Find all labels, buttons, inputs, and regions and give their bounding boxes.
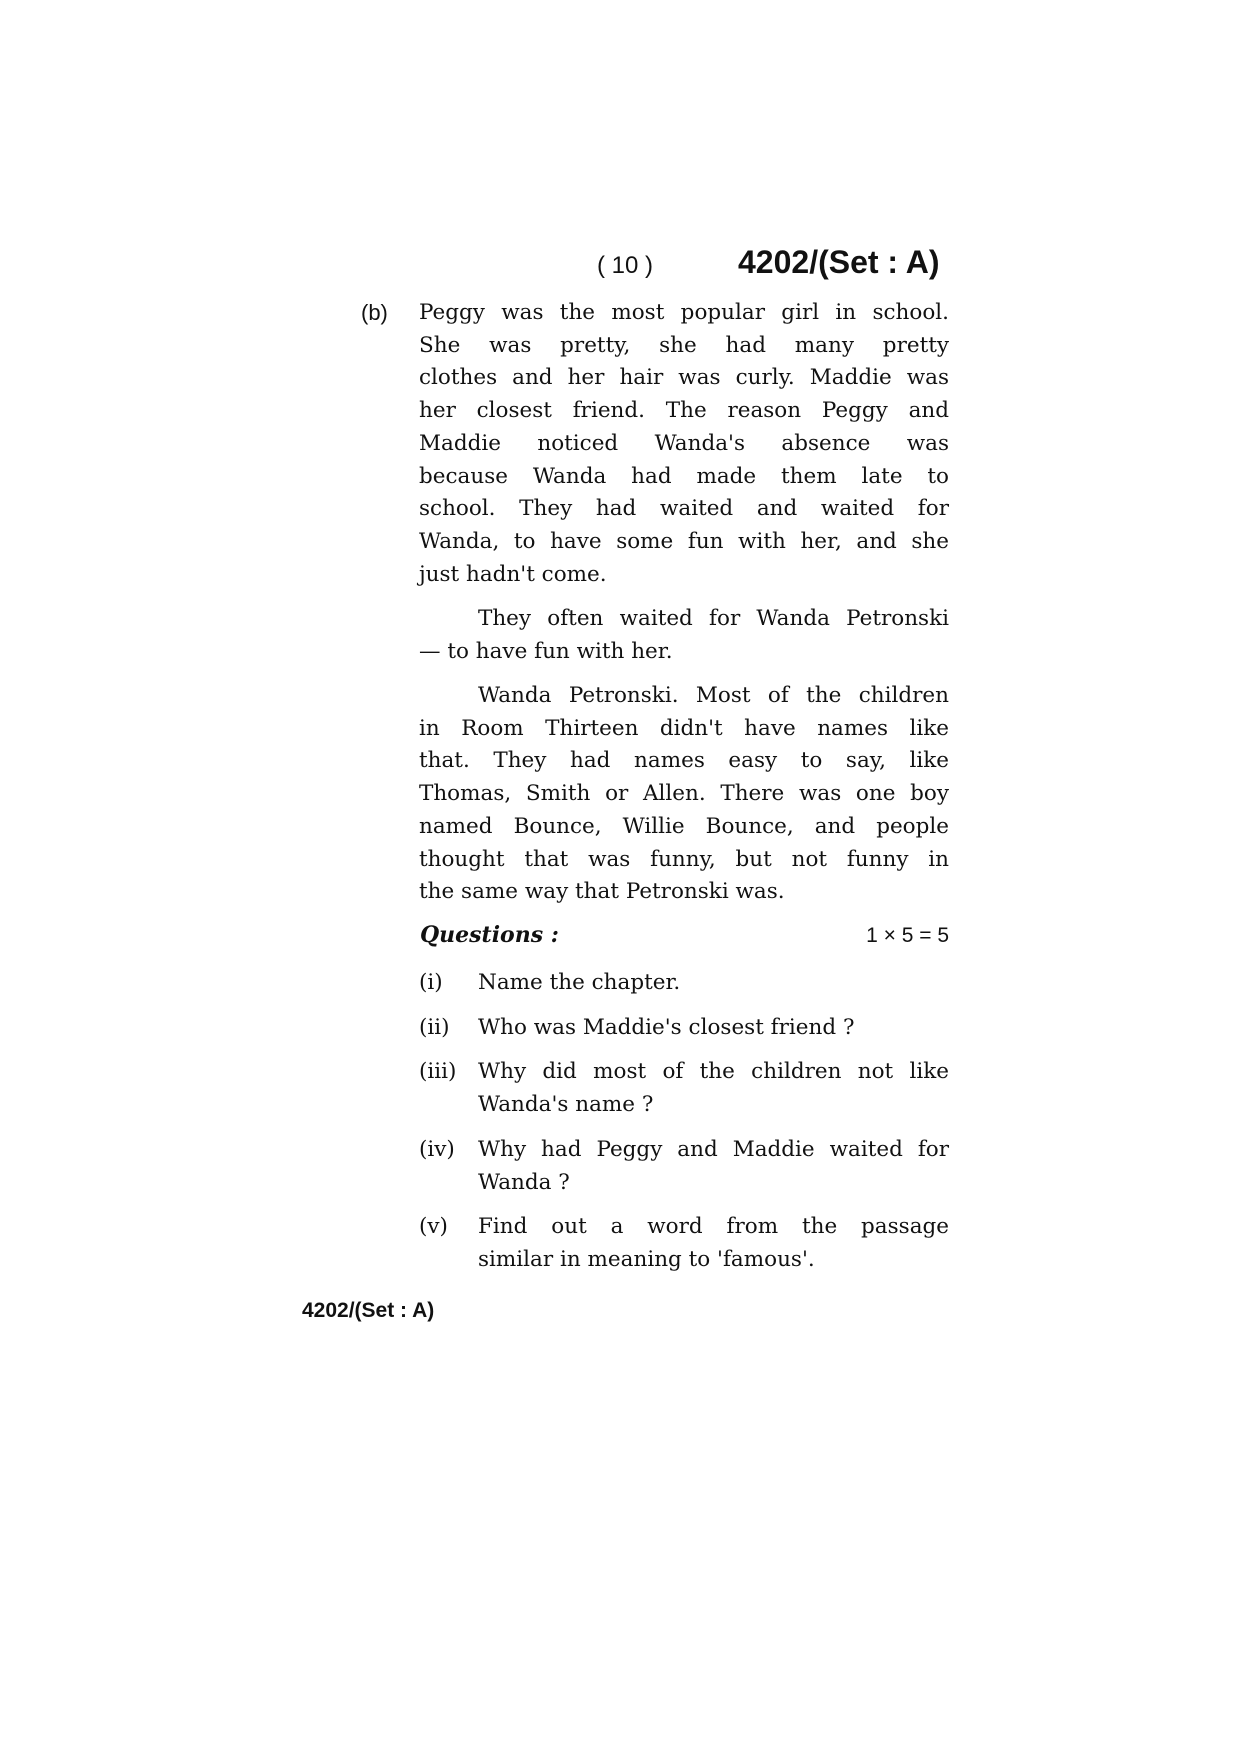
- passage-paragraph-2: [419, 603, 949, 668]
- passage-paragraph-1: [419, 297, 949, 591]
- question-number: (i): [419, 970, 443, 995]
- page-number: ( 10 ): [597, 252, 654, 279]
- question-text: [478, 967, 949, 1000]
- text-line: Peggy was the most popular girl in school.: [419, 300, 949, 325]
- text-line: Wanda's name ?: [478, 1091, 654, 1117]
- section-label: (b): [361, 300, 388, 325]
- question-text: [478, 1012, 949, 1045]
- paper-code-header: 4202/(Set : A): [738, 244, 940, 280]
- text-line: Who was Maddie's closest friend ?: [478, 1015, 855, 1040]
- question-text: [478, 1211, 949, 1276]
- text-line: Name the chapter.: [478, 970, 681, 995]
- text-line: She was pretty, she had many pretty: [419, 332, 949, 358]
- question-number: (v): [419, 1214, 448, 1239]
- text-line: in Room Thirteen didn't have names like: [419, 715, 949, 741]
- text-line: Wanda Petronski. Most of the children: [478, 683, 949, 708]
- question-number: (ii): [419, 1015, 450, 1040]
- text-line: Why had Peggy and Maddie waited for: [478, 1137, 949, 1162]
- text-line: thought that was funny, but not funny in: [419, 846, 949, 872]
- text-line: — to have fun with her.: [419, 638, 673, 664]
- text-line: named Bounce, Willie Bounce, and people: [419, 813, 949, 839]
- questions-heading: Questions :: [420, 922, 559, 948]
- text-line: Maddie noticed Wanda's absence was: [419, 430, 949, 456]
- text-line: that. They had names easy to say, like: [419, 748, 949, 774]
- text-line: Thomas, Smith or Allen. There was one boy: [419, 781, 949, 807]
- text-line: the same way that Petronski was.: [419, 879, 785, 905]
- text-line: Wanda, to have some fun with her, and she: [419, 528, 949, 554]
- marks-allocation: 1 × 5 = 5: [866, 924, 949, 947]
- text-line: clothes and her hair was curly. Maddie was: [419, 365, 949, 391]
- text-line: They often waited for Wanda Petronski: [478, 606, 949, 631]
- text-line: Find out a word from the passage: [478, 1214, 949, 1239]
- paper-code-footer: 4202/(Set : A): [302, 1299, 435, 1322]
- text-line: just hadn't come.: [419, 561, 607, 587]
- text-line: her closest friend. The reason Peggy and: [419, 398, 949, 424]
- text-line: school. They had waited and waited for: [419, 496, 949, 522]
- question-text: [478, 1056, 949, 1121]
- question-number: (iii): [419, 1059, 457, 1084]
- text-line: Why did most of the children not like: [478, 1059, 949, 1084]
- passage-paragraph-3: [419, 680, 949, 909]
- question-text: [478, 1134, 949, 1199]
- text-line: similar in meaning to 'famous'.: [478, 1246, 815, 1272]
- text-line: because Wanda had made them late to: [419, 463, 949, 489]
- question-number: (iv): [419, 1137, 455, 1162]
- text-line: Wanda ?: [478, 1169, 570, 1195]
